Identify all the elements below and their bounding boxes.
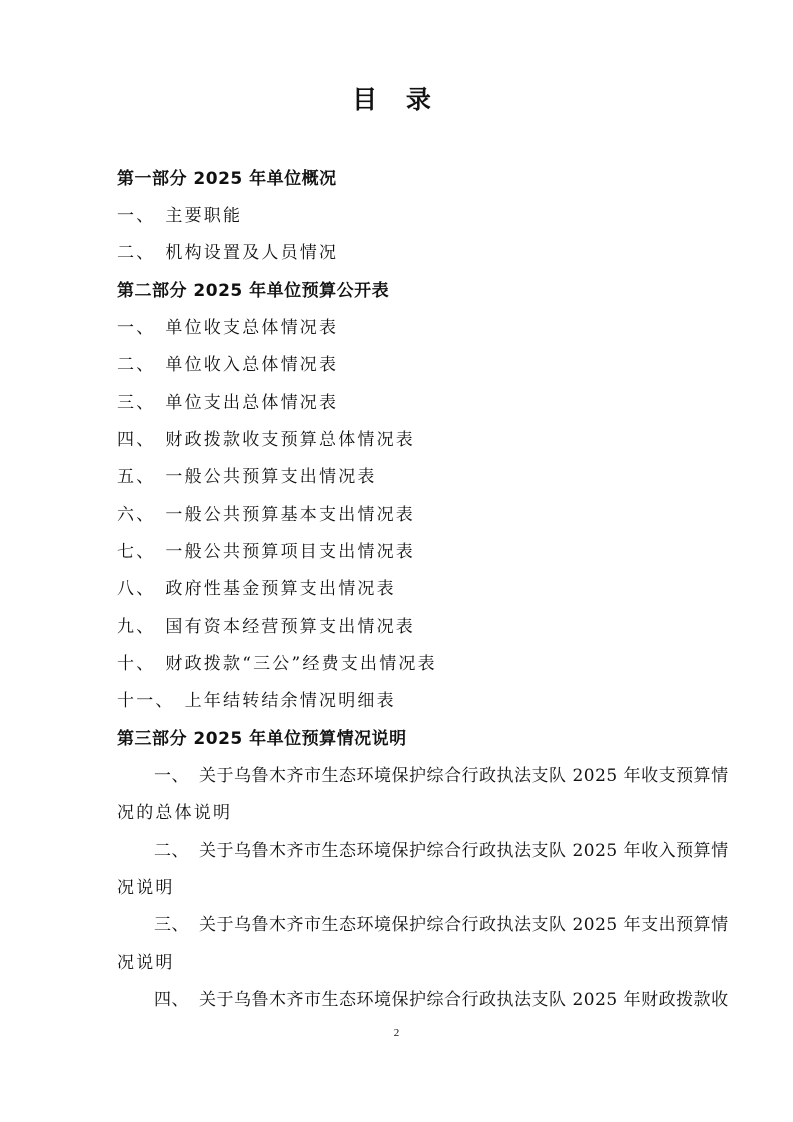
toc-item[interactable]	[117, 429, 415, 451]
toc-item-number: 九、	[117, 617, 156, 637]
toc-item-line2[interactable]: 况说明	[117, 953, 175, 973]
toc-item[interactable]	[117, 317, 338, 339]
toc-item-label: 一般公共预算项目支出情况表	[165, 542, 416, 562]
toc-item-line1[interactable]	[117, 765, 729, 787]
toc-item-label: 关于乌鲁木齐市生态环境保护综合行政执法支队 2025 年财政拨款收	[199, 990, 729, 1010]
toc-item[interactable]	[117, 466, 377, 488]
toc-item-line1[interactable]	[117, 914, 729, 936]
toc-item-label: 单位收入总体情况表	[165, 355, 339, 375]
toc-item-number: 一、	[154, 766, 190, 786]
page-title: 目 录	[352, 85, 441, 114]
toc-item-number: 二、	[154, 841, 190, 861]
toc-item[interactable]	[117, 578, 396, 600]
toc-item-label: 主要职能	[165, 206, 243, 226]
toc-item[interactable]	[117, 653, 437, 675]
toc-item-number: 二、	[117, 243, 156, 263]
toc-item-label: 上年结转结余情况明细表	[184, 691, 396, 711]
toc-item[interactable]	[117, 504, 415, 526]
toc-item-label: 财政拨款收支预算总体情况表	[165, 430, 416, 450]
toc-item[interactable]	[117, 354, 338, 376]
toc-item-label: 单位收支总体情况表	[165, 318, 339, 338]
toc-item[interactable]	[117, 541, 415, 563]
toc-item-label: 机构设置及人员情况	[165, 243, 339, 263]
toc-item-number: 四、	[154, 990, 190, 1010]
toc-item-number: 一、	[117, 206, 156, 226]
toc-item-label: 关于乌鲁木齐市生态环境保护综合行政执法支队 2025 年支出预算情	[199, 915, 729, 935]
toc-item-number: 五、	[117, 467, 156, 487]
toc-item-number: 四、	[117, 430, 156, 450]
toc-item-label: 政府性基金预算支出情况表	[165, 579, 396, 599]
toc-item-number: 三、	[117, 393, 156, 413]
part2-heading: 第二部分 2025 年单位预算公开表	[117, 281, 390, 301]
toc-item-label: 财政拨款“三公”经费支出情况表	[165, 654, 437, 674]
toc-item-line2[interactable]: 况说明	[117, 878, 175, 898]
toc-item-number: 十、	[117, 654, 156, 674]
part3-heading: 第三部分 2025 年单位预算情况说明	[117, 729, 407, 749]
toc-item-number: 三、	[154, 915, 190, 935]
toc-item[interactable]	[117, 242, 338, 264]
toc-item-number: 七、	[117, 542, 156, 562]
toc-item-label: 关于乌鲁木齐市生态环境保护综合行政执法支队 2025 年收支预算情	[199, 766, 729, 786]
toc-item[interactable]	[117, 392, 338, 414]
toc-item-label: 国有资本经营预算支出情况表	[165, 617, 416, 637]
part1-heading: 第一部分 2025 年单位概况	[117, 169, 337, 189]
toc-item-label: 一般公共预算基本支出情况表	[165, 505, 416, 525]
toc-item-label: 关于乌鲁木齐市生态环境保护综合行政执法支队 2025 年收入预算情	[199, 841, 729, 861]
toc-item-number: 一、	[117, 318, 156, 338]
toc-item-number: 八、	[117, 579, 156, 599]
toc-item-line1[interactable]	[117, 840, 729, 862]
toc-item-number: 六、	[117, 505, 156, 525]
toc-item-line2[interactable]: 况的总体说明	[117, 803, 233, 823]
toc-item-label: 单位支出总体情况表	[165, 393, 339, 413]
toc-item-label: 一般公共预算支出情况表	[165, 467, 377, 487]
toc-item[interactable]	[117, 616, 415, 638]
page-number: 2	[393, 1027, 400, 1039]
toc-item-number: 二、	[117, 355, 156, 375]
toc-item[interactable]	[117, 690, 396, 712]
toc-item[interactable]	[117, 205, 242, 227]
toc-item-number: 十一、	[117, 691, 175, 711]
toc-item-line1[interactable]	[117, 989, 729, 1011]
